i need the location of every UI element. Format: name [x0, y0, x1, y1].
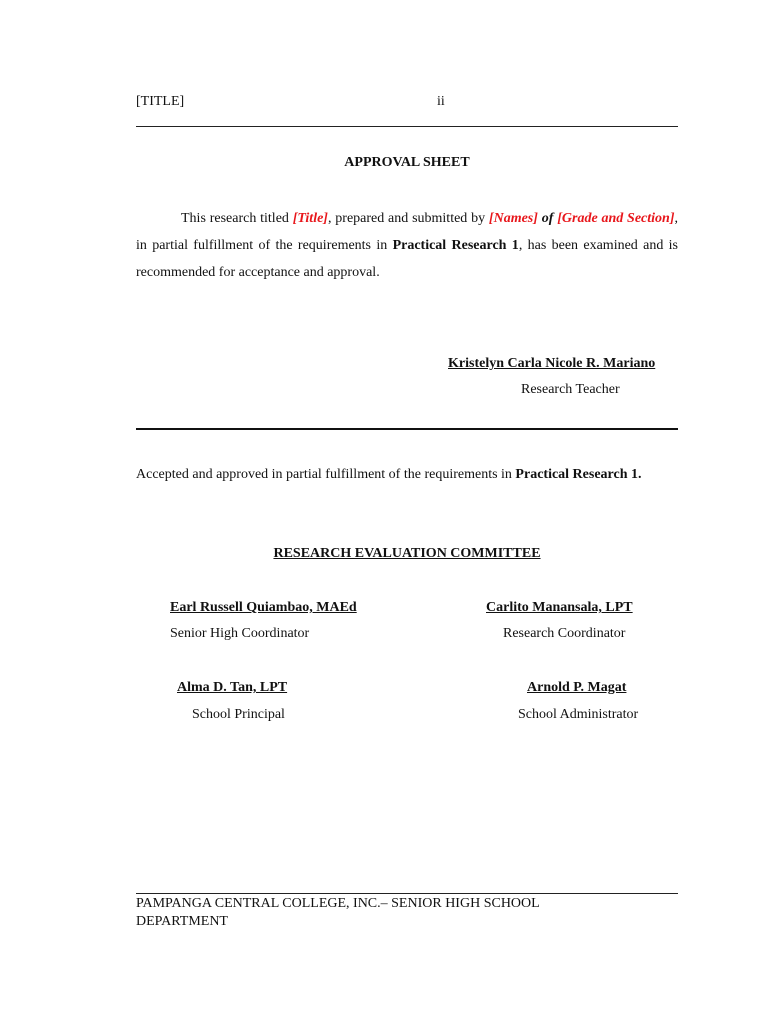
paragraph-text: , in partial fulfillment of the requirements in — [136, 211, 678, 253]
teacher-role: Research Teacher — [521, 382, 620, 397]
paragraph-text: Accepted and approved in partial fulfillment of the requirements in — [136, 467, 516, 482]
acceptance-paragraph — [136, 461, 678, 488]
member-role: Senior High Coordinator — [170, 626, 310, 641]
page-number: ii — [437, 94, 445, 109]
names-placeholder: [Names] — [488, 211, 538, 226]
approval-paragraph — [136, 205, 678, 286]
footer-divider — [136, 893, 678, 894]
committee-heading: RESEARCH EVALUATION COMMITTEE — [273, 546, 541, 561]
of-word: of — [541, 211, 554, 226]
course-name: Practical Research 1. — [515, 467, 642, 482]
member-name: Carlito Manansala, LPT — [486, 600, 633, 615]
paragraph-text: , prepared and submitted by — [327, 211, 489, 226]
teacher-name: Kristelyn Carla Nicole R. Mariano — [448, 356, 656, 371]
grade-section-placeholder: [Grade and Section] — [557, 211, 675, 226]
title-placeholder: [Title] — [292, 211, 328, 226]
member-name: Arnold P. Magat — [527, 680, 627, 695]
course-name: Practical Research 1 — [392, 238, 519, 253]
section-divider — [136, 428, 678, 430]
member-role: School Principal — [192, 707, 285, 722]
header-divider — [136, 126, 678, 127]
member-name: Alma D. Tan, LPT — [177, 680, 288, 695]
paragraph-text: , has been examined and is recommended for acceptance and approval. — [136, 238, 679, 280]
member-name: Earl Russell Quiambao, MAEd — [170, 600, 357, 615]
member-role: School Administrator — [518, 707, 639, 722]
paragraph-text: This research titled — [181, 211, 293, 226]
page-heading: APPROVAL SHEET — [344, 155, 470, 170]
header-title: [TITLE] — [136, 94, 185, 109]
member-role: Research Coordinator — [503, 626, 626, 641]
footer-text: PAMPANGA CENTRAL COLLEGE, INC.– SENIOR HIGH SCHOOL DEPARTMENT — [136, 896, 540, 929]
